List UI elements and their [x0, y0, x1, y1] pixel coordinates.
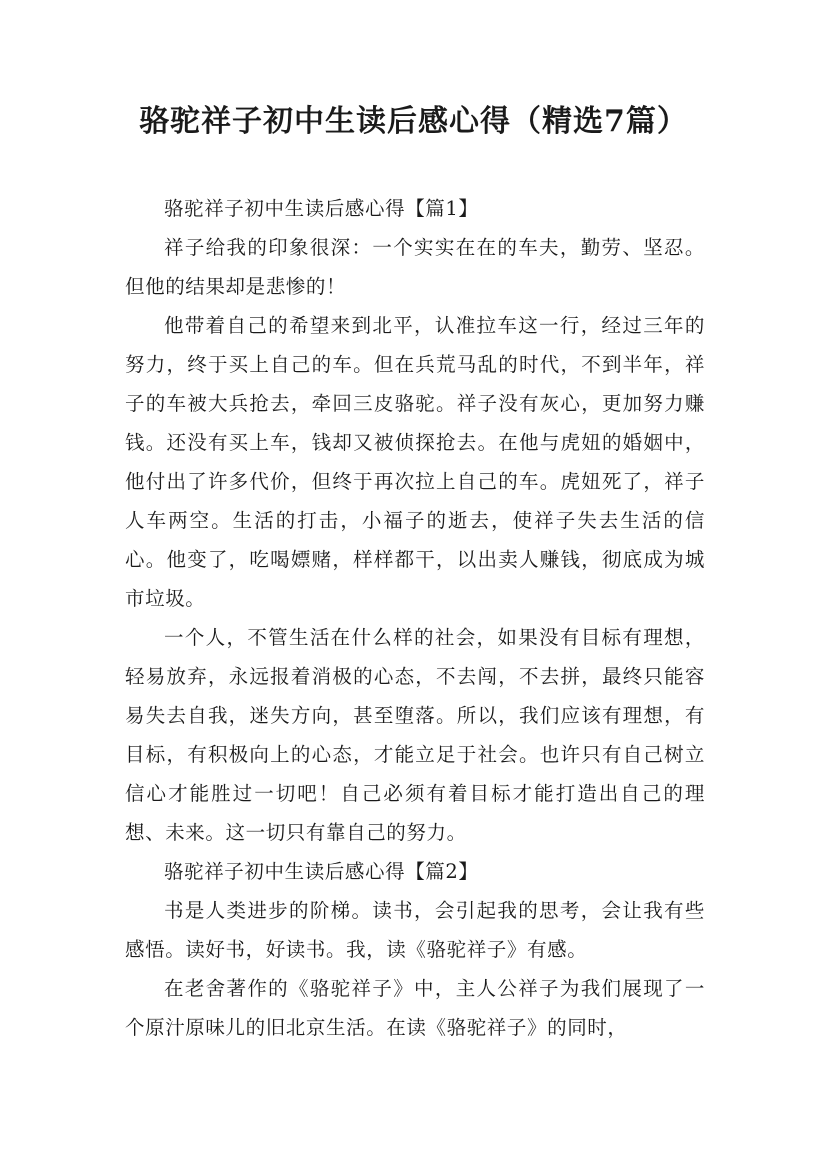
paragraph: 在老舍著作的《骆驼祥子》中，主人公祥子为我们展现了一个原汁原味儿的旧北京生活。在读《骆驼祥子》的同时， [125, 977, 705, 1039]
document-title: 骆驼祥子初中生读后感心得（精选7篇） [139, 104, 688, 139]
paragraph: 书是人类进步的阶梯。读书，会引起我的思考，会让我有些感悟。读好书，好读书。我，读《骆驼祥子》有感。 [125, 899, 705, 961]
section-heading-2: 骆驼祥子初中生读后感心得【篇2】 [164, 860, 479, 883]
paragraph: 祥子给我的印象很深：一个实实在在的车夫，勤劳、坚忍。但他的结果却是悲惨的！ [125, 236, 705, 298]
section-heading-1: 骆驼祥子初中生读后感心得【篇1】 [164, 197, 479, 220]
paragraph: 他带着自己的希望来到北平，认准拉车这一行，经过三年的努力，终于买上自己的车。但在兵荒马乱的时代，不到半年，祥子的车被大兵抢去，牵回三皮骆驼。祥子没有灰心，更加努力赚钱。还没有买上车，钱却又被侦探抢去。在他与虎妞的婚姻中，他付出了许多代价，但终于再次拉上自己的车。虎妞死了，祥子人车两空。生活的打击，小福子的逝去，使祥子失去生活的信心。他变了，吃喝嫖赌，样样都干，以出卖人赚钱，彻底成为城市垃圾。 [125, 314, 705, 610]
paragraph: 一个人，不管生活在什么样的社会，如果没有目标有理想，轻易放弃，永远报着消极的心态，不去闯，不去拼，最终只能容易失去自我，迷失方向，甚至堕落。所以，我们应该有理想，有目标，有积极向上的心态，才能立足于社会。也许只有自己树立信心才能胜过一切吧！自己必须有着目标才能打造出自己的理想、未来。这一切只有靠自己的努力。 [125, 626, 705, 844]
document-body [125, 189, 705, 1047]
